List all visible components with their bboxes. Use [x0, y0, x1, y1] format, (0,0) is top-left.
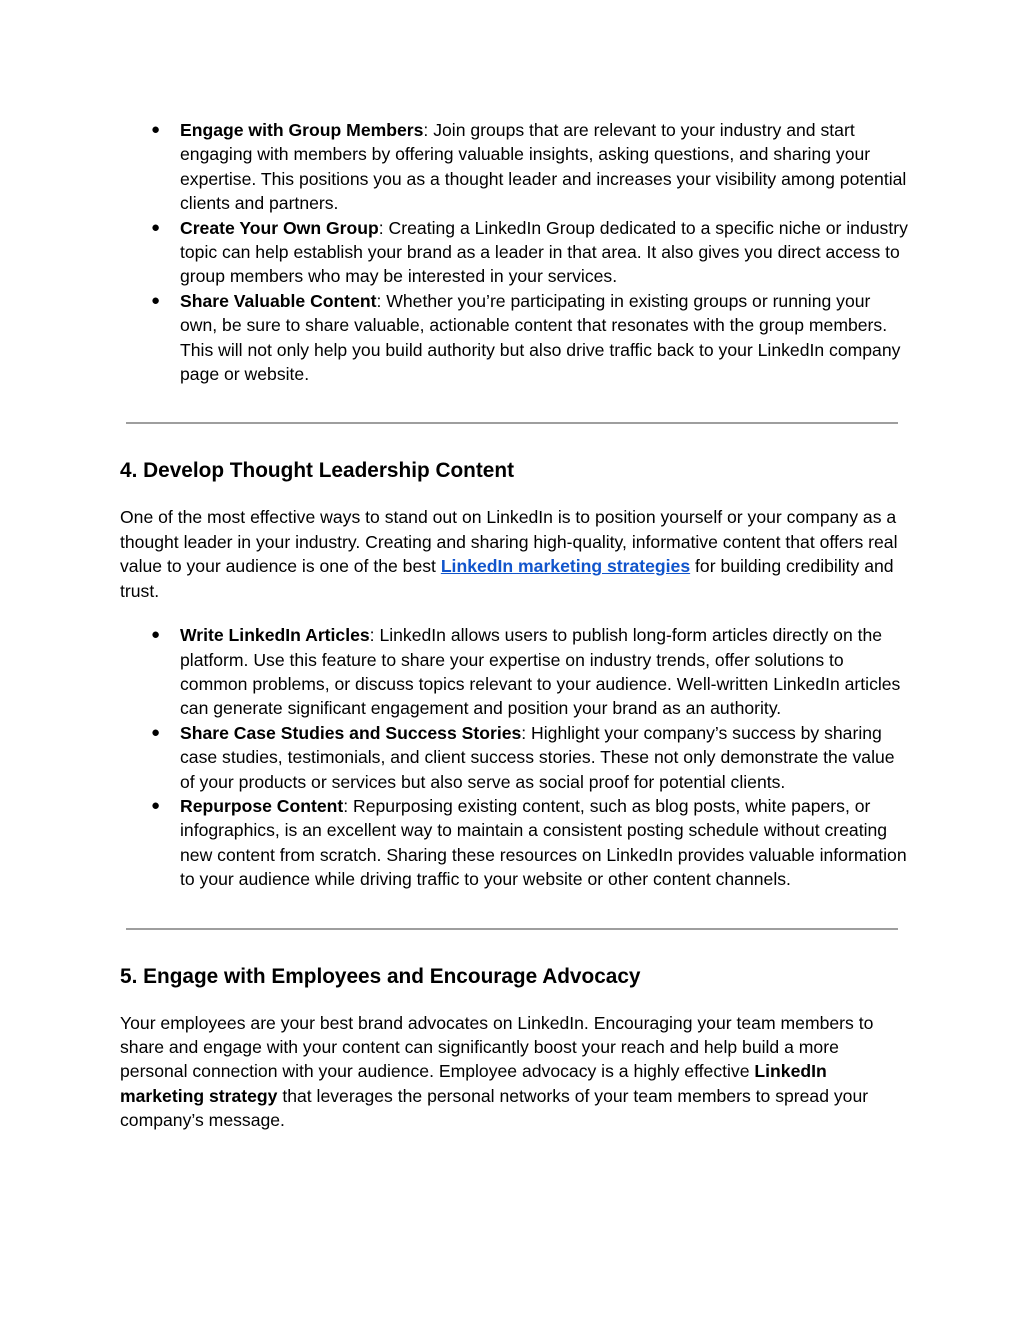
bullet-icon: ● — [151, 796, 161, 814]
paragraph-text-end: that leverages the personal networks of your team members to spread your company’s message. — [120, 1085, 869, 1131]
bullet-icon: ● — [151, 291, 161, 309]
linkedin-marketing-strategies-link[interactable]: LinkedIn marketing strategies — [440, 556, 691, 577]
bullet-icon: ● — [151, 723, 161, 741]
section3-bullet-list — [120, 118, 910, 386]
list-item — [120, 289, 910, 387]
list-item — [120, 216, 910, 289]
bullet-title: Engage with Group Members — [180, 120, 424, 140]
bullet-icon: ● — [151, 218, 161, 236]
list-item — [120, 794, 910, 892]
paragraph-text: Your employees are your best brand advocates on LinkedIn. Encouraging your team members to share and engage with your content can significantly boost your reach and help build a more personal connection with your audience. Employee advocacy is a highly effective — [120, 1012, 874, 1082]
paragraph-bold-text: LinkedIn marketing strategy — [120, 1061, 827, 1106]
bullet-text: : Repurposing existing content, such as blog posts, white papers, or infographics, is an excellent way to maintain a consistent posting schedule without creating new content from scratch. Sharing these resources on LinkedIn provides valuable information to your audience while driving traffic to your website or other content channels. — [180, 795, 907, 890]
bullet-title: Write LinkedIn Articles — [180, 625, 370, 646]
list-item — [120, 721, 910, 794]
bullet-icon: ● — [151, 626, 161, 644]
list-item — [120, 118, 910, 216]
intro-text: One of the most effective ways to stand out on LinkedIn is to position yourself or your company as a thought leader in your industry. Creating and sharing high-quality, informative content that offers real value to your audience is one of the best — [120, 507, 898, 577]
section4-intro — [120, 505, 910, 603]
intro-text-end: for building credibility and trust. — [120, 556, 894, 601]
document-content — [120, 118, 910, 1133]
bullet-title: Repurpose Content — [180, 795, 344, 816]
section5-paragraph — [120, 1011, 910, 1133]
bullet-text: : Whether you’re participating in existing groups or running your own, be sure to share valuable, actionable content that resonates with the group members. This will not only help you build authority but also drive traffic back to your LinkedIn company page or website. — [180, 290, 901, 385]
bullet-icon: ● — [151, 121, 161, 138]
bullet-text: : Highlight your company’s success by sharing case studies, testimonials, and client success stories. These not only demonstrate the value of your products or services but also serve as social proof for potential clients. — [180, 722, 895, 792]
bullet-title: Share Case Studies and Success Stories — [180, 722, 522, 743]
bullet-text: : Join groups that are relevant to your industry and start engaging with members by offering valuable insights, asking questions, and sharing your expertise. This positions you as a thought leader and increases your visibility among potential clients and partners. — [180, 120, 907, 214]
section4-heading: 4. Develop Thought Leadership Content — [120, 459, 515, 483]
section4-bullet-list — [120, 623, 910, 891]
bullet-text: : LinkedIn allows users to publish long-form articles directly on the platform. Use this feature to share your expertise on industry trends, offer solutions to common problems, or discuss topics relevant to your audience. Well-written LinkedIn articles can generate significant engagement and position your brand as an authority. — [180, 625, 901, 719]
section5-heading: 5. Engage with Employees and Encourage Advocacy — [120, 964, 641, 988]
bullet-text: : Creating a LinkedIn Group dedicated to a specific niche or industry topic can help establish your brand as a leader in that area. It also gives you direct access to group members who may be interested in your services. — [180, 217, 908, 287]
bullet-title: Create Your Own Group — [180, 217, 379, 238]
bullet-title: Share Valuable Content — [180, 290, 377, 311]
list-item — [120, 623, 910, 721]
